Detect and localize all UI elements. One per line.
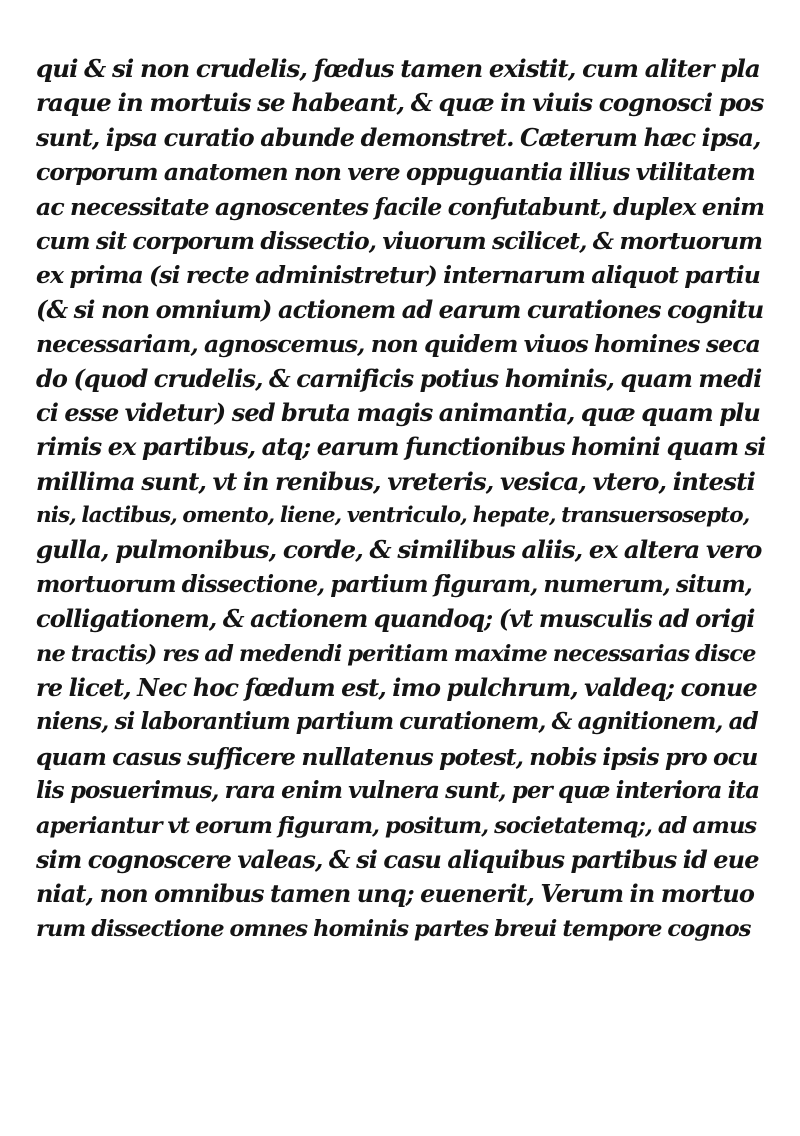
text-line: quam casus sufficere nullatenus potest, nobis ipsis pro ocu xyxy=(36,742,758,771)
text-line: gulla, pulmonibus, corde, & similibus aliis, ex altera vero xyxy=(36,535,762,565)
text-line: re licet, Nec hoc fœdum est, imo pulchrum, valdeq; conue xyxy=(36,673,757,703)
text-line: colligationem, & actionem quandoq; (vt musculis ad origi xyxy=(36,604,755,634)
text-line: lis posuerimus, rara enim vulnera sunt, per quæ interiora ita xyxy=(36,777,760,805)
text-line: mortuorum dissectione, partium figuram, numerum, situm, xyxy=(36,570,752,598)
text-line: ci esse videtur) sed bruta magis animantia, quæ quam plu xyxy=(36,397,760,427)
text-line: aperiantur vt eorum figuram, positum, societatemq;, ad amus xyxy=(36,812,757,839)
text-line: (& si non omnium) actionem ad earum curationes cognitu xyxy=(36,294,764,324)
text-line: cum sit corporum dissectio, viuorum scilicet, & mortuorum xyxy=(36,226,763,255)
text-line: rimis ex partibus, atq; earum functionibus homini quam si xyxy=(36,432,766,462)
text-line: nis, lactibus, omento, liene, ventriculo, hepate, transuersosepto, xyxy=(36,503,750,529)
text-line: raque in mortuis se habeant, & quæ in viuis cognosci pos xyxy=(36,88,764,118)
text-line: ac necessitate agnoscentes facile confutabunt, duplex enim xyxy=(36,192,765,221)
text-line: niat, non omnibus tamen unq; euenerit, Verum in mortuo xyxy=(36,879,754,909)
text-line: ex prima (si recte administretur) internarum aliquot partiu xyxy=(36,261,760,290)
text-line: qui & si non crudelis, fœdus tamen existit, cum aliter pla xyxy=(36,54,760,83)
text-line: ne tractis) res ad medendi peritiam maxime necessarias disce xyxy=(36,640,756,667)
text-line: rum dissectione omnes hominis partes breui tempore cognos xyxy=(36,915,751,942)
text-line: do (quod crudelis, & carnificis potius hominis, quam medi xyxy=(36,363,762,393)
body-text xyxy=(36,52,766,946)
text-line: niens, si laborantium partium curationem, & agnitionem, ad xyxy=(36,708,758,736)
text-line: sim cognoscere valeas, & si casu aliquibus partibus id eue xyxy=(36,844,759,874)
text-line: sunt, ipsa curatio abunde demonstret. Cæterum hæc ipsa, xyxy=(36,122,761,152)
text-line: corporum anatomen non vere oppuguantia illius vtilitatem xyxy=(36,158,755,187)
text-line: necessariam, agnoscemus, non quidem viuos homines seca xyxy=(36,330,760,359)
text-line: millima sunt, vt in renibus, vreteris, vesica, vtero, intesti xyxy=(36,466,755,496)
